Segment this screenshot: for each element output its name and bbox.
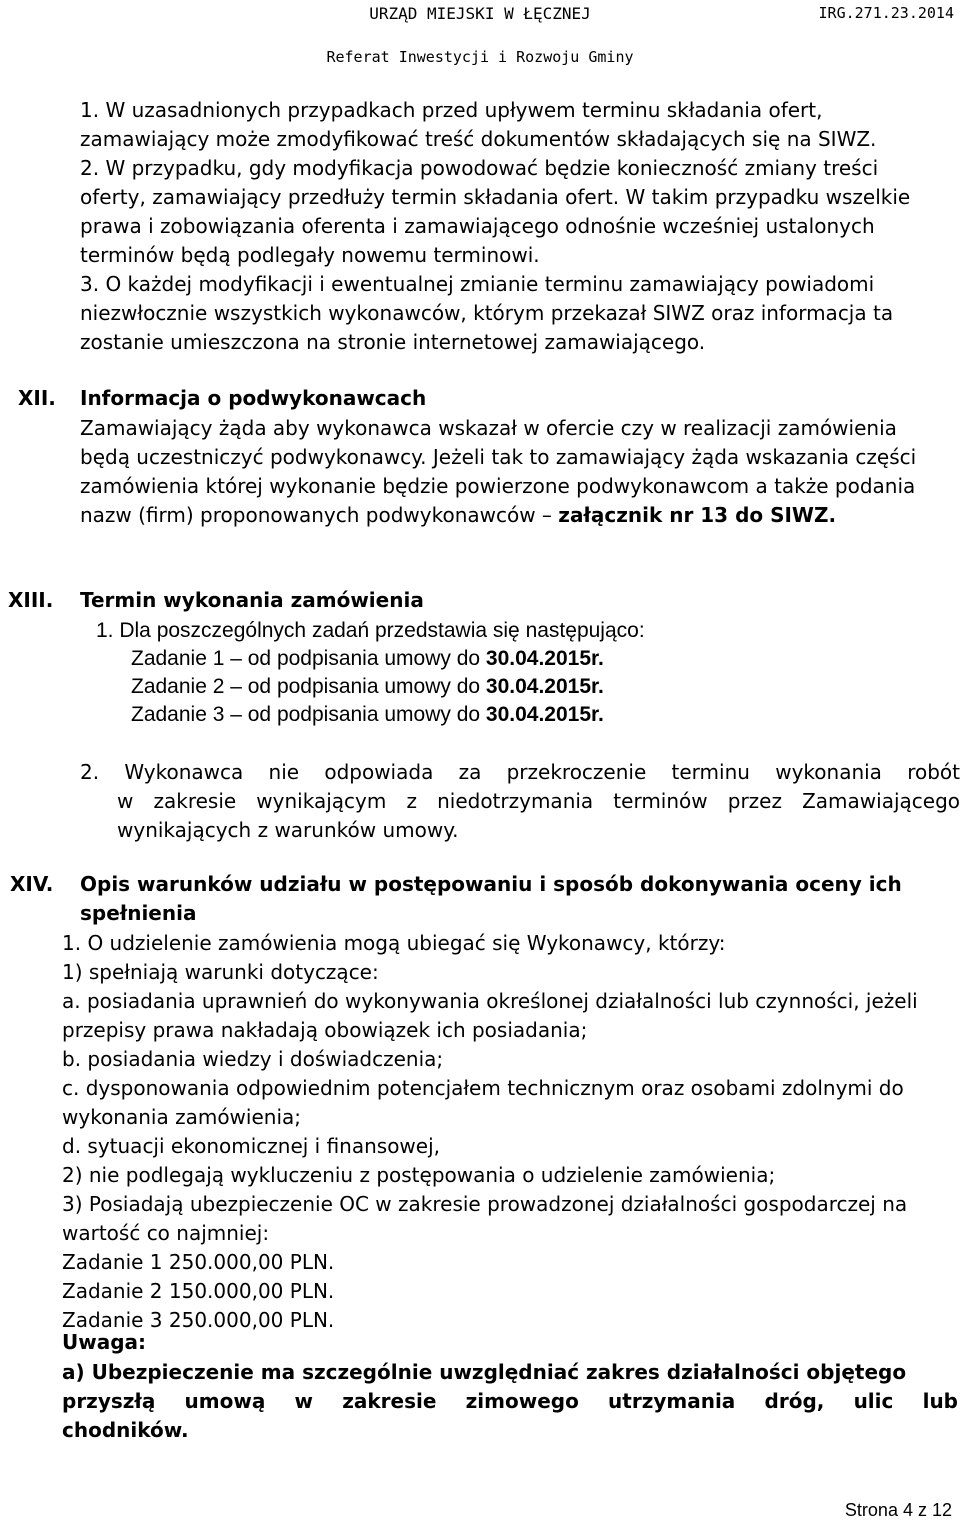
text-run: nazw (firm) proponowanych podwykonawców –: [80, 503, 559, 527]
list-item-continuation: wynikających z warunków umowy.: [117, 818, 459, 842]
text-run: Zadanie 1 – od podpisania umowy do: [131, 647, 486, 670]
section-title: Termin wykonania zamówienia: [80, 588, 424, 612]
paragraph-line: Zamawiający żąda aby wykonawca wskazał w ofercie czy w realizacji zamówienia: [80, 416, 897, 440]
paragraph-line: będą uczestniczyć podwykonawcy. Jeżeli tak to zamawiający żąda wskazania części: [80, 445, 917, 469]
insurance-amount: Zadanie 2 150.000,00 PLN.: [62, 1279, 335, 1303]
list-item-continuation: w zakresie wynikającym z niedotrzymania terminów przez Zamawiającego: [117, 789, 960, 813]
note-label: Uwaga:: [62, 1330, 147, 1354]
deadline-date: 30.04.2015r.: [485, 647, 604, 670]
paragraph-line: d. sytuacji ekonomicznej i finansowej,: [62, 1134, 441, 1158]
paragraph-line: b. posiadania wiedzy i doświadczenia;: [62, 1047, 444, 1071]
task-deadline: [131, 672, 604, 701]
attachment-reference: załącznik nr 13 do SIWZ.: [558, 503, 837, 527]
insurance-amount: Zadanie 1 250.000,00 PLN.: [62, 1250, 335, 1274]
page-number: Strona 4 z 12: [844, 1500, 952, 1520]
list-item: 2. Wykonawca nie odpowiada za przekroczenie terminu wykonania robót: [80, 760, 960, 784]
deadline-date: 30.04.2015r.: [485, 675, 604, 698]
paragraph-line: zostanie umieszczona na stronie internetowej zamawiającego.: [80, 330, 706, 354]
department-name: Referat Inwestycji i Rozwoju Gminy: [326, 48, 634, 66]
paragraph-line: 2) nie podlegają wykluczeniu z postępowania o udzielenie zamówienia;: [62, 1163, 776, 1187]
deadline-date: 30.04.2015r.: [485, 703, 604, 726]
note-line: a) Ubezpieczenie ma szczególnie uwzględniać zakres działalności objętego: [62, 1360, 907, 1384]
task-deadline: [131, 644, 604, 673]
section-title: Informacja o podwykonawcach: [80, 386, 427, 410]
paragraph-line: 3) Posiadają ubezpieczenie OC w zakresie prowadzonej działalności gospodarczej na: [62, 1192, 908, 1216]
section-title: Opis warunków udziału w postępowaniu i sposób dokonywania oceny ich: [80, 872, 902, 896]
text-run: Zadanie 3 – od podpisania umowy do: [131, 703, 486, 726]
text-run: Zadanie 2 – od podpisania umowy do: [131, 675, 486, 698]
paragraph-line: oferty, zamawiający przedłuży termin składania ofert. W takim przypadku wszelkie: [80, 185, 911, 209]
paragraph-line: a. posiadania uprawnień do wykonywania określonej działalności lub czynności, jeżeli: [62, 989, 918, 1013]
section-number: XIV.: [10, 872, 54, 896]
paragraph-line: zamówienia której wykonanie będzie powierzone podwykonawcom a także podania: [80, 474, 916, 498]
list-item: 1. Dla poszczególnych zadań przedstawia się następująco:: [96, 619, 645, 642]
reference-number: IRG.271.23.2014: [818, 4, 954, 22]
paragraph-line: niezwłocznie wszystkich wykonawców, którym przekazał SIWZ oraz informacja ta: [80, 301, 894, 325]
paragraph-line: zamawiający może zmodyfikować treść dokumentów składających się na SIWZ.: [80, 127, 877, 151]
paragraph-line: prawa i zobowiązania oferenta i zamawiającego odnośnie wcześniej ustalonych: [80, 214, 875, 238]
note-line: chodników.: [62, 1418, 189, 1442]
office-name: URZĄD MIEJSKI W ŁĘCZNEJ: [369, 4, 591, 23]
task-deadline: [131, 700, 604, 729]
note-line: przyszłą umową w zakresie zimowego utrzymania dróg, ulic lub: [62, 1389, 958, 1413]
paragraph-line: przepisy prawa nakładają obowiązek ich posiadania;: [62, 1018, 588, 1042]
paragraph-line: wykonania zamówienia;: [62, 1105, 301, 1129]
paragraph-line: 1) spełniają warunki dotyczące:: [62, 960, 379, 984]
paragraph-line: [80, 501, 836, 530]
section-number: XII.: [18, 386, 56, 410]
insurance-amount: Zadanie 3 250.000,00 PLN.: [62, 1308, 335, 1332]
paragraph-line: 1. O udzielenie zamówienia mogą ubiegać się Wykonawcy, którzy:: [62, 931, 726, 955]
section-title-continuation: spełnienia: [80, 901, 197, 925]
paragraph-line: 1. W uzasadnionych przypadkach przed upływem terminu składania ofert,: [80, 98, 823, 122]
paragraph-line: 3. O każdej modyfikacji i ewentualnej zmianie terminu zamawiający powiadomi: [80, 272, 875, 296]
paragraph-line: 2. W przypadku, gdy modyfikacja powodować będzie konieczność zmiany treści: [80, 156, 879, 180]
paragraph-line: c. dysponowania odpowiednim potencjałem technicznym oraz osobami zdolnymi do: [62, 1076, 904, 1100]
paragraph-line: wartość co najmniej:: [62, 1221, 270, 1245]
paragraph-line: terminów będą podlegały nowemu terminowi.: [80, 243, 540, 267]
section-number: XIII.: [8, 588, 54, 612]
